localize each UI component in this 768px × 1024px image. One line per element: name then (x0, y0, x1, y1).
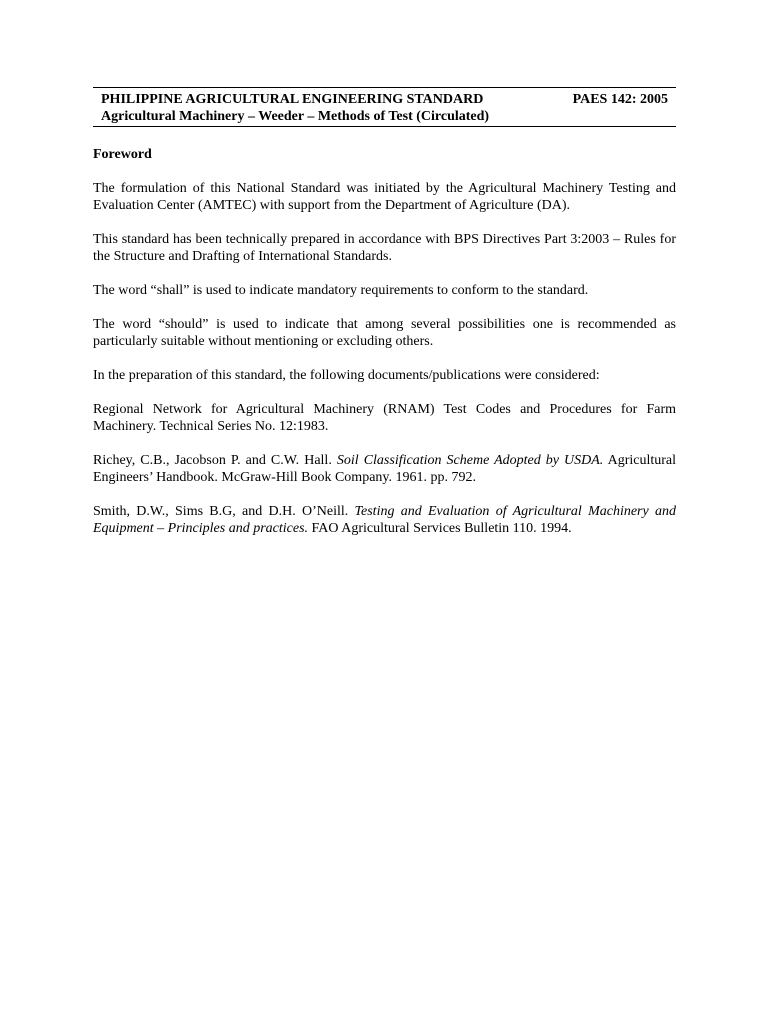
standard-header (93, 87, 676, 127)
reference-richey (93, 452, 676, 486)
paragraph-documents-intro: In the preparation of this standard, the following documents/publications were considered: (93, 368, 600, 383)
foreword-heading: Foreword (93, 147, 152, 162)
paragraph-initiation: The formulation of this National Standard was initiated by the Agricultural Machinery Testing and Evaluation Center (AMTEC) with support from the Department of Agriculture (DA). (93, 181, 676, 213)
paragraph-should: The word “should” is used to indicate that among several possibilities one is recommended as particularly suitable without mentioning or excluding others. (93, 317, 676, 349)
standard-title: PHILIPPINE AGRICULTURAL ENGINEERING STANDARD (101, 92, 484, 107)
standard-code: PAES 142: 2005 (572, 92, 668, 107)
paragraph-shall: The word “shall” is used to indicate mandatory requirements to conform to the standard. (93, 283, 589, 298)
reference-richey-authors: Richey, C.B., Jacobson P. and C.W. Hall. (93, 453, 332, 468)
document-page (93, 87, 676, 551)
reference-richey-publication: Agricultural Engineers’ Handbook. McGraw-Hill Book Company. 1961. pp. 792. (93, 453, 676, 485)
reference-smith-authors: Smith, D.W., Sims B.G, and D.H. O’Neill. (93, 504, 349, 519)
reference-smith-title: Testing and Evaluation of Agricultural Machinery and Equipment – Principles and practices. (93, 504, 676, 536)
reference-rnam: Regional Network for Agricultural Machinery (RNAM) Test Codes and Procedures for Farm Machinery. Technical Series No. 12:1983. (93, 402, 676, 434)
paragraph-bps-directives: This standard has been technically prepared in accordance with BPS Directives Part 3:2003 – Rules for the Structure and Drafting of International Standards. (93, 232, 676, 264)
standard-subtitle: Agricultural Machinery – Weeder – Methods of Test (Circulated) (101, 109, 490, 124)
header-title-row (101, 91, 668, 108)
reference-smith (93, 503, 676, 537)
reference-richey-title: Soil Classification Scheme Adopted by USDA. (336, 453, 604, 468)
reference-smith-publication: FAO Agricultural Services Bulletin 110. 1994. (311, 521, 572, 536)
